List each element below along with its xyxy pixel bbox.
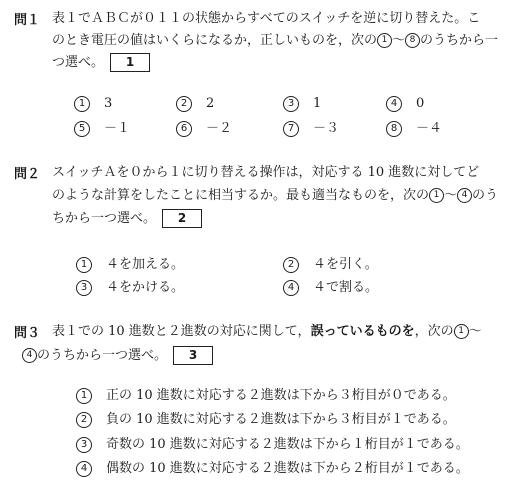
option-number-icon: 7: [283, 121, 299, 137]
option-text: 負の 10 進数に対応する２進数は下から３桁目が１である。: [106, 412, 456, 427]
option-number-icon: 4: [76, 461, 92, 477]
q1-option-2: [176, 95, 214, 113]
option-text: 3: [104, 96, 113, 111]
q1-option-4: [386, 95, 424, 113]
option-number-icon: 3: [76, 280, 92, 296]
q3-option-1: [76, 387, 456, 405]
option-number-icon: 5: [74, 121, 90, 137]
q1-option-8: [386, 120, 442, 138]
option-text: ４で割る。: [313, 280, 379, 295]
q2-option-1: [76, 256, 184, 274]
option-text: ４を引く。: [313, 257, 378, 272]
option-number-icon: 1: [76, 257, 92, 273]
option-number-icon: 4: [283, 280, 299, 296]
q3-option-2: [76, 411, 456, 429]
q1-option-1: [74, 95, 112, 113]
q2-line1: スイッチＡを０から１に切り替える操作は，対応する 10 進数に対してど: [52, 165, 480, 180]
option-text: 2: [206, 96, 215, 111]
answer-box-1: 1: [110, 53, 150, 72]
option-text: －２: [206, 121, 233, 136]
q1-option-3: [283, 95, 321, 113]
answer-box-2: 2: [162, 209, 202, 228]
q1-option-6: [176, 120, 232, 138]
q2-number: 問２: [14, 167, 41, 182]
option-number-icon: 8: [386, 121, 402, 137]
option-number-icon: 2: [76, 412, 92, 428]
q2-option-2: [283, 256, 378, 274]
q1-option-5: [74, 120, 130, 138]
q1-number: 問１: [14, 13, 41, 28]
option-number-icon: 2: [283, 257, 299, 273]
q2-line2: のような計算をしたことに相当するか。最も適当なものを，次の 1 ～ 4 のう: [52, 188, 499, 203]
option-number-icon: 3: [76, 437, 92, 453]
q3-option-4: [76, 460, 469, 478]
option-number-icon: 1: [74, 96, 90, 112]
q3-line1: 表１での 10 進数と２進数の対応に関して，誤っているものを，次の 1 ～: [52, 324, 482, 339]
option-text: －１: [104, 121, 131, 136]
q3-line2: 4 のうちから一つ選べ。 3: [22, 345, 213, 367]
q3-number: 問３: [14, 326, 41, 341]
option-text: 0: [416, 96, 425, 111]
option-text: 1: [313, 96, 322, 111]
q2-line3: ちから一つ選べ。 2: [52, 208, 202, 230]
option-number-icon: 3: [283, 96, 299, 112]
option-number-icon: 2: [176, 96, 192, 112]
option-text: －４: [416, 121, 443, 136]
q1-line3: つ選べ。 1: [52, 52, 150, 74]
option-number-icon: 4: [386, 96, 402, 112]
q1-line2: のとき電圧の値はいくらになるか，正しいものを，次の 1 ～ 8 のうちから一: [52, 33, 499, 48]
q1-option-7: [283, 120, 339, 138]
q1-line1: 表１でＡＢＣが０１１の状態からすべてのスイッチを逆に切り替えた。こ: [52, 11, 481, 26]
q2-option-3: [76, 279, 184, 297]
option-text: ４を加える。: [106, 257, 185, 272]
option-text: 正の 10 進数に対応する２進数は下から３桁目が０である。: [106, 388, 456, 403]
option-text: －３: [313, 121, 340, 136]
answer-box-3: 3: [173, 346, 213, 365]
option-number-icon: 6: [176, 121, 192, 137]
option-text: ４をかける。: [106, 280, 185, 295]
option-number-icon: 1: [76, 388, 92, 404]
option-text: 奇数の 10 進数に対応する２進数は下から１桁目が１である。: [106, 437, 469, 452]
option-text: 偶数の 10 進数に対応する２進数は下から２桁目が１である。: [106, 461, 469, 476]
q3-option-3: [76, 436, 469, 454]
q2-option-4: [283, 279, 378, 297]
